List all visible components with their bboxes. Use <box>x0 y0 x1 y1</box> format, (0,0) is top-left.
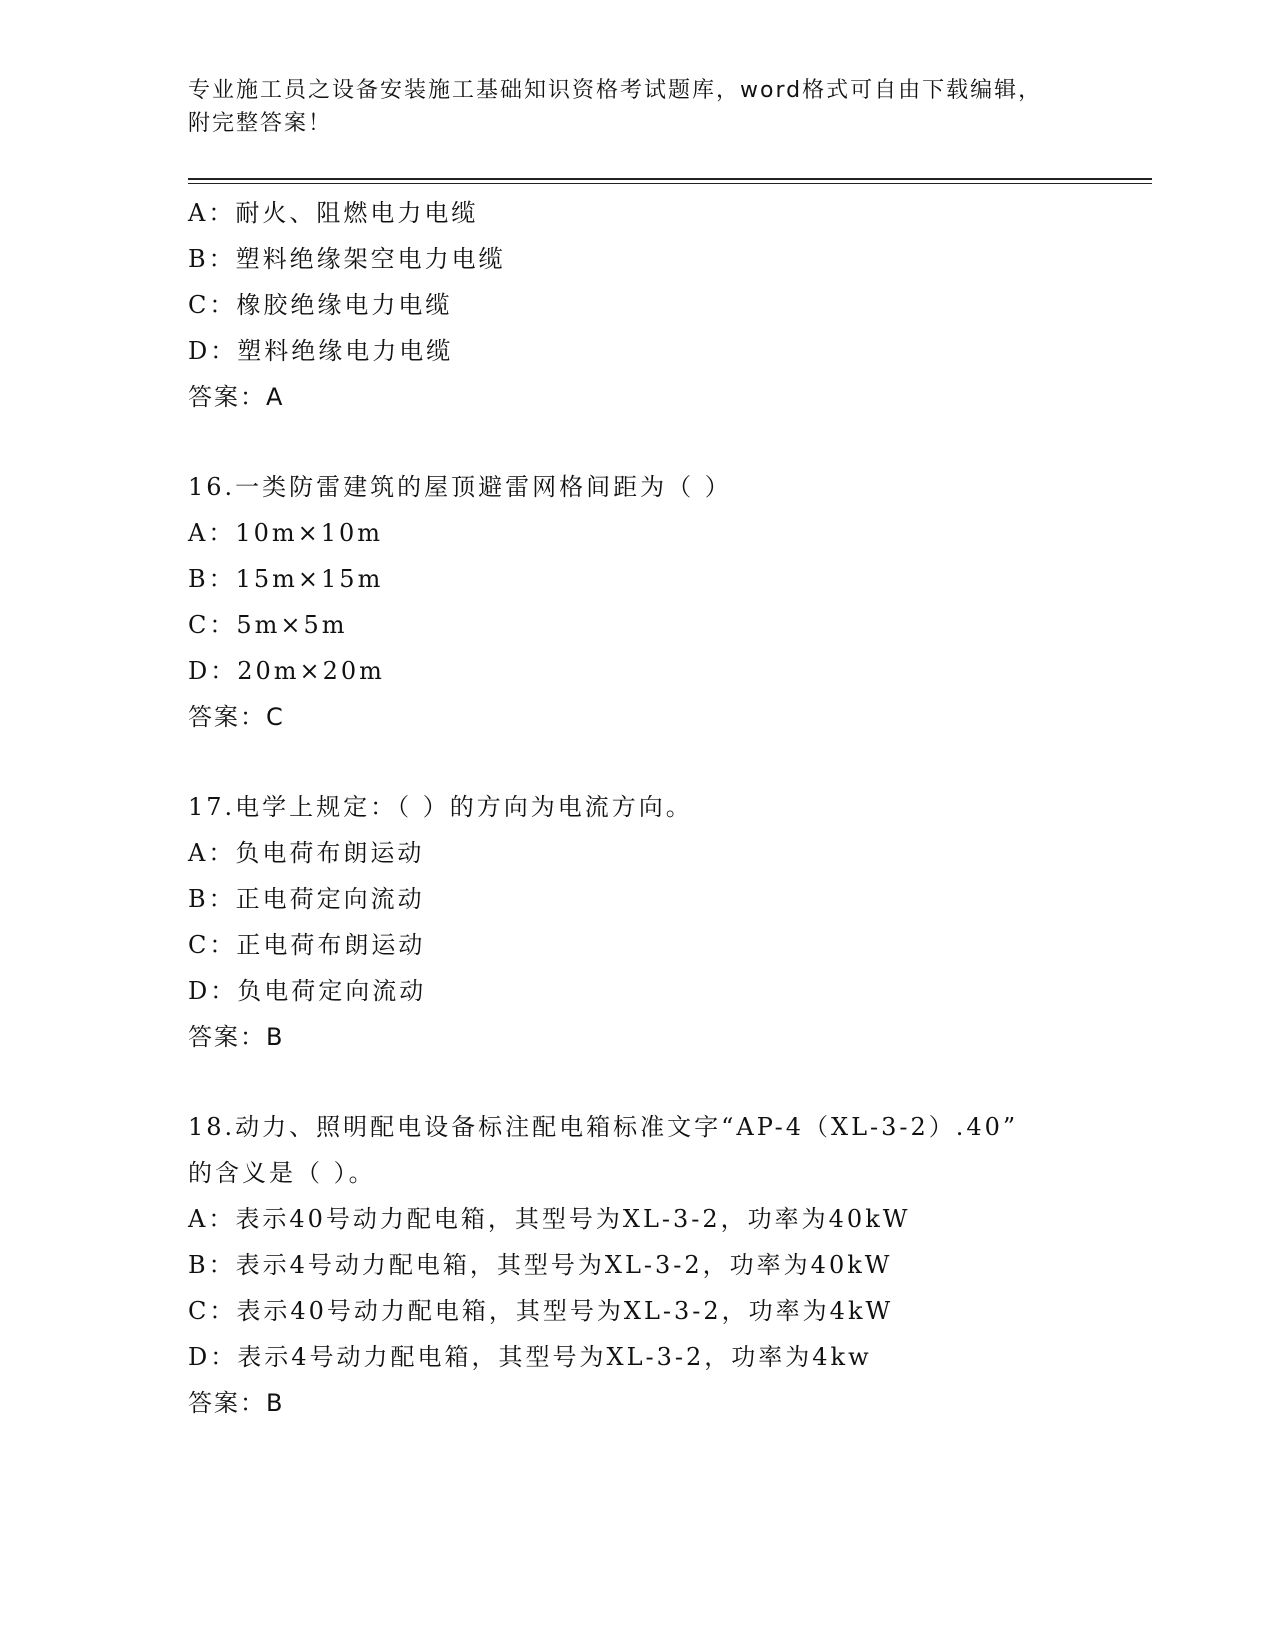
question-list <box>188 190 1148 1426</box>
q18-option-b: B：表示4号动力配电箱，其型号为XL-3-2，功率为40kW <box>188 1251 893 1279</box>
q16-option-d: D：20m×20m <box>188 657 385 685</box>
q17-question: 17.电学上规定：（ ）的方向为电流方向。 <box>188 793 693 821</box>
q17-option-d: D：负电荷定向流动 <box>188 977 427 1005</box>
header-rule-thick <box>188 178 1152 180</box>
q18-option-a: A：表示40号动力配电箱，其型号为XL-3-2，功率为40kW <box>188 1205 911 1233</box>
q17-answer: 答案：B <box>188 1023 285 1051</box>
q15-option-b: B：塑料绝缘架空电力电缆 <box>188 245 506 273</box>
q15-answer: 答案：A <box>188 383 285 411</box>
q18-answer: 答案：B <box>188 1389 285 1417</box>
q16-answer: 答案：C <box>188 703 285 731</box>
q18-option-c: C：表示40号动力配电箱，其型号为XL-3-2，功率为4kW <box>188 1297 894 1325</box>
spacer <box>188 420 1148 464</box>
q16-question: 16.一类防雷建筑的屋顶避雷网格间距为（ ） <box>188 473 732 501</box>
q15-option-c: C：橡胶绝缘电力电缆 <box>188 291 453 319</box>
q17-option-a: A：负电荷布朗运动 <box>188 839 425 867</box>
q18-question-line-2: 的含义是（ ）。 <box>188 1159 376 1187</box>
question-18 <box>188 1104 1148 1426</box>
spacer <box>188 740 1148 784</box>
q17-option-c: C：正电荷布朗运动 <box>188 931 426 959</box>
q18-question-line-1: 18.动力、照明配电设备标注配电箱标准文字“AP-4（XL-3-2）.40” <box>188 1113 1019 1141</box>
q16-option-b: B：15m×15m <box>188 565 384 593</box>
spacer <box>188 1060 1148 1104</box>
q16-option-a: A：10m×10m <box>188 519 384 547</box>
header-rule-thin <box>188 183 1152 184</box>
question-17 <box>188 784 1148 1060</box>
q18-option-d: D：表示4号动力配电箱，其型号为XL-3-2，功率为4kw <box>188 1343 872 1371</box>
q16-option-c: C：5m×5m <box>188 611 348 639</box>
q15-option-a: A：耐火、阻燃电力电缆 <box>188 199 479 227</box>
question-16 <box>188 464 1148 740</box>
document-header: 专业施工员之设备安装施工基础知识资格考试题库，word格式可自由下载编辑，附完整答案！ <box>188 78 1043 136</box>
question-15 <box>188 190 1148 420</box>
q15-option-d: D：塑料绝缘电力电缆 <box>188 337 454 365</box>
q17-option-b: B：正电荷定向流动 <box>188 885 425 913</box>
